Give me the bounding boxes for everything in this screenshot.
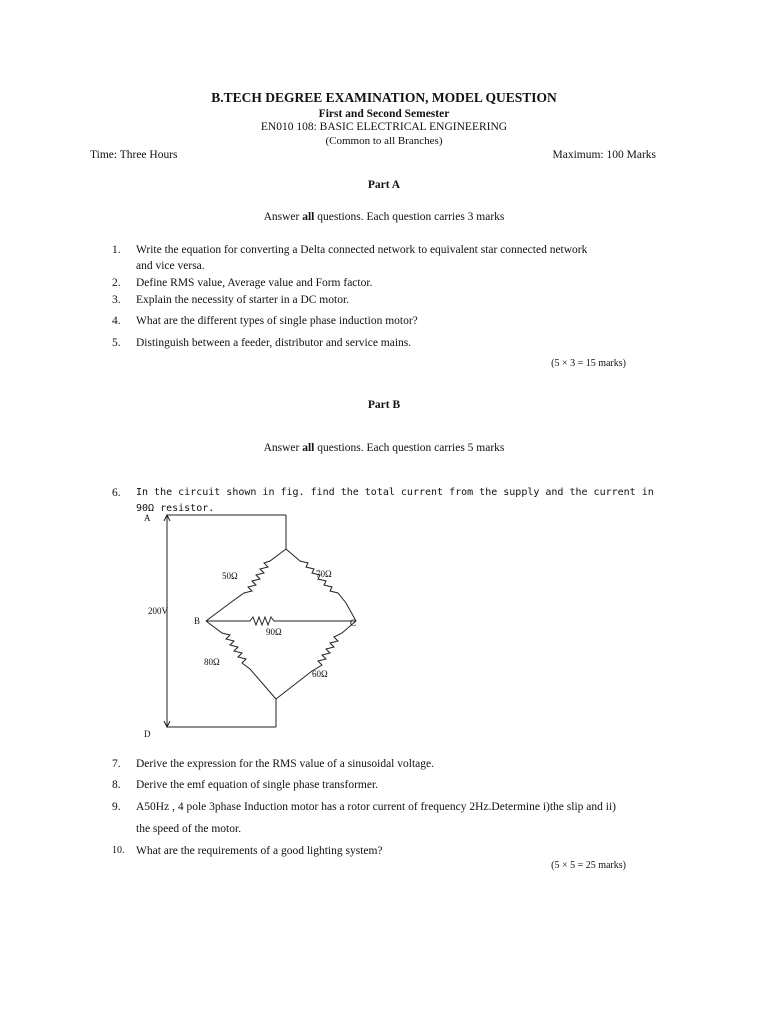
node-b-label: B [194,616,201,626]
time-label: Time: Three Hours [90,149,178,161]
max-marks-label: Maximum: 100 Marks [552,149,656,161]
question-text: Distinguish between a feeder, distributor and service mains. [136,337,412,349]
question-text: Explain the necessity of starter in a DC motor. [136,294,350,306]
question-number: 4. [112,315,121,327]
common-note: (Common to all Branches) [325,135,443,147]
question-text: Derive the expression for the RMS value of a sinusoidal voltage. [136,758,434,770]
part-b-title: Part B [367,399,401,411]
resistor-60-label: 60Ω [312,669,328,679]
question-text: the speed of the motor. [136,823,242,835]
semester: First and Second Semester [318,108,450,120]
part-a-marks: (5 × 3 = 15 marks) [551,358,626,369]
question-text: and vice versa. [136,260,205,272]
node-a-label: A [144,513,151,523]
question-text: A50Hz , 4 pole 3phase Induction motor has a rotor current of frequency 2Hz.Determine i)the slip and ii) [136,801,616,813]
resistor-50 [206,549,286,621]
question-number: 7. [112,758,121,770]
part-b-marks: (5 × 5 = 25 marks) [551,860,626,871]
question-text: What are the requirements of a good lighting system? [136,845,383,857]
part-a-title: Part A [367,179,401,191]
circuit-diagram [130,505,390,745]
part-a-instructions: Answer all questions. Each question carries 3 marks [263,211,505,223]
question-number: 6. [112,487,121,499]
question-text: What are the different types of single phase induction motor? [136,315,418,327]
resistor-90-label: 90Ω [266,627,282,637]
question-text: In the circuit shown in fig. find the total current from the supply and the current in 90Ω resistor. [136,487,654,514]
question-text: Define RMS value, Average value and Form factor. [136,277,373,289]
resistor-70 [286,549,356,621]
part-b-instructions: Answer all questions. Each question carries 5 marks [263,442,505,454]
question-number: 3. [112,294,121,306]
course-title: EN010 108: BASIC ELECTRICAL ENGINEERING [260,121,508,133]
exam-title: B.TECH DEGREE EXAMINATION, MODEL QUESTION [211,90,557,105]
resistor-90 [206,617,356,625]
question-text: Write the equation for converting a Delta connected network to equivalent star connected network [136,244,588,256]
resistor-60 [276,621,356,699]
question-number: 2. [112,277,121,289]
question-number: 10. [112,845,125,856]
question-number: 8. [112,779,121,791]
question-number: 5. [112,337,121,349]
resistor-70-label: 70Ω [316,569,332,579]
question-text: Derive the emf equation of single phase transformer. [136,779,379,791]
supply-voltage-label: 200V [148,606,168,616]
resistor-50-label: 50Ω [222,571,238,581]
node-c-label: C [350,618,357,628]
question-number: 9. [112,801,121,813]
node-d-label: D [144,729,151,739]
question-number: 1. [112,244,121,256]
resistor-80-label: 80Ω [204,657,220,667]
